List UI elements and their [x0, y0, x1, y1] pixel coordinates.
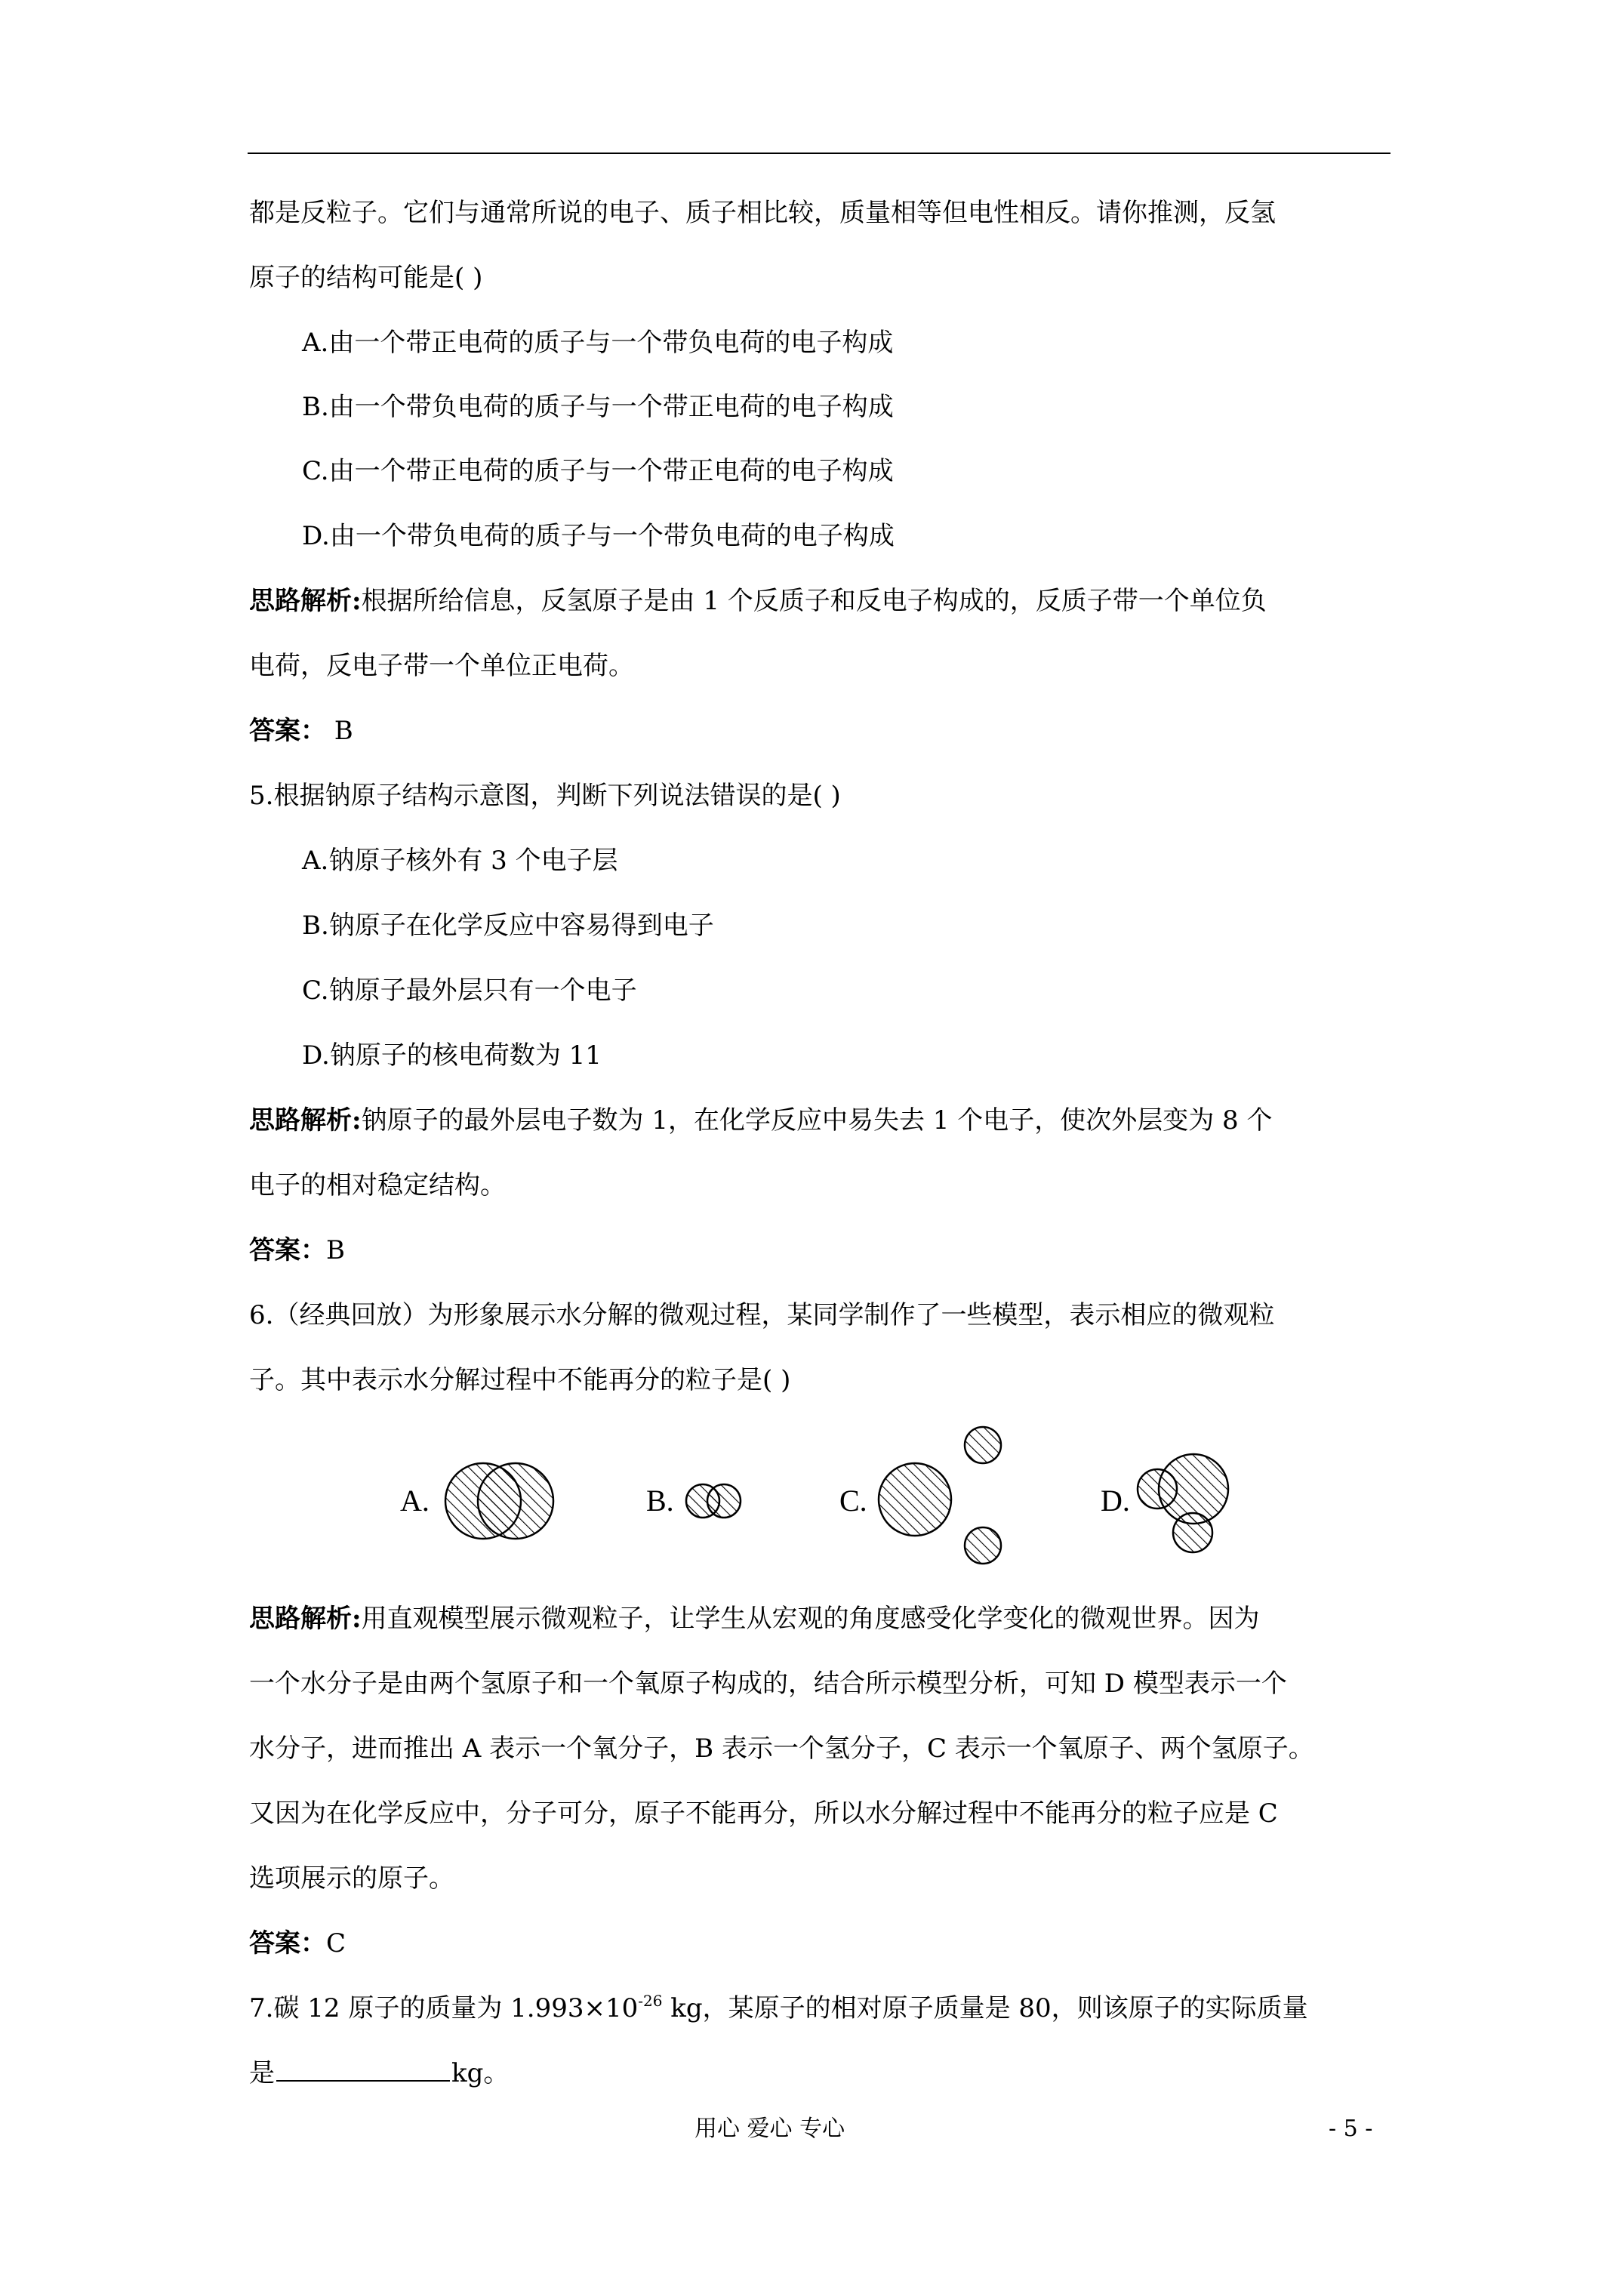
q5-stem: 5.根据钠原子结构示意图，判断下列说法错误的是( ): [249, 781, 841, 811]
q5-option-d: D.钠原子的核电荷数为 11: [302, 1040, 602, 1071]
model-label-a: A.: [400, 1484, 430, 1518]
q5-analysis-line: [249, 1102, 1273, 1139]
q6-analysis-line-2: 一个水分子是由两个氢原子和一个氧原子构成的，结合所示模型分析，可知 D 模型表示一个: [249, 1669, 1287, 1699]
model-d-water-molecule: [1138, 1454, 1228, 1552]
answer-label: 答案：: [249, 1928, 326, 1959]
q4-option-b: B.由一个带负电荷的质子与一个带正电荷的电子构成: [302, 392, 894, 422]
text-line: 都是反粒子。它们与通常所说的电子、质子相比较，质量相等但电性相反。请你推测，反氢: [249, 198, 1276, 228]
q4-option-a: A.由一个带正电荷的质子与一个带负电荷的电子构成: [302, 328, 894, 358]
model-b-hydrogen-molecule: [686, 1484, 741, 1518]
q7-line2-post: kg。: [451, 2058, 510, 2088]
q4-option-d: D.由一个带负电荷的质子与一个带负电荷的电子构成: [302, 521, 895, 551]
model-label-b: B.: [646, 1484, 674, 1518]
q7-stem-pre: 7.碳 12 原子的质量为 1.993×10: [249, 1993, 639, 2023]
q7-stem: [249, 1990, 1308, 2026]
q6-model-figure: [377, 1419, 1283, 1577]
q5-analysis-line-2: 电子的相对稳定结构。: [249, 1170, 506, 1200]
q4-analysis-line: [249, 583, 1267, 619]
q5-option-b: B.钠原子在化学反应中容易得到电子: [302, 911, 714, 941]
answer-label: 答案：: [249, 1235, 326, 1265]
analysis-label: 思路解析:: [249, 1604, 362, 1634]
analysis-text: 根据所给信息，反氢原子是由 1 个反质子和反电子构成的，反质子带一个单位负: [361, 586, 1267, 616]
answer-value: B: [326, 716, 353, 746]
q7-stem-2: [249, 2055, 509, 2091]
model-label-d: D.: [1101, 1484, 1130, 1518]
page-number: - 5 -: [1329, 2116, 1373, 2142]
q7-exponent: -26: [638, 1992, 663, 2010]
header-rule: [248, 153, 1390, 154]
q5-answer-line: [249, 1232, 345, 1268]
q6-answer-line: [249, 1925, 346, 1962]
q4-option-c: C.由一个带正电荷的质子与一个带正电荷的电子构成: [302, 456, 894, 486]
analysis-label: 思路解析:: [249, 1105, 362, 1136]
analysis-text: 钠原子的最外层电子数为 1，在化学反应中易失去 1 个电子，使次外层变为 8 个: [361, 1105, 1273, 1136]
q6-analysis-line-4: 又因为在化学反应中，分子可分，原子不能再分，所以水分解过程中不能再分的粒子应是 C: [249, 1798, 1278, 1829]
q6-analysis-line-5: 选项展示的原子。: [249, 1863, 454, 1894]
answer-blank[interactable]: [276, 2057, 450, 2082]
text-line: 原子的结构可能是( ): [249, 263, 483, 293]
answer-value: B: [326, 1235, 345, 1265]
analysis-text: 用直观模型展示微观粒子，让学生从宏观的角度感受化学变化的微观世界。因为: [361, 1604, 1260, 1634]
q4-analysis-line-2: 电荷，反电子带一个单位正电荷。: [249, 651, 634, 681]
q6-stem: 6.（经典回放）为形象展示水分解的微观过程，某同学制作了一些模型，表示相应的微观粒: [249, 1300, 1275, 1330]
q5-option-a: A.钠原子核外有 3 个电子层: [302, 846, 618, 876]
q6-analysis-line-3: 水分子，进而推出 A 表示一个氧分子，B 表示一个氢分子，C 表示一个氧原子、两个氢原子。: [249, 1734, 1314, 1764]
q6-analysis-line: [249, 1601, 1260, 1637]
answer-value: C: [326, 1928, 346, 1959]
model-figure-svg: [377, 1419, 1283, 1570]
q6-stem-2: 子。其中表示水分解过程中不能再分的粒子是( ): [249, 1365, 791, 1395]
analysis-label: 思路解析:: [249, 586, 362, 616]
q7-line2-pre: 是: [249, 2058, 275, 2088]
answer-label: 答案：: [249, 716, 326, 746]
q4-answer-line: [249, 713, 353, 749]
footer-motto: 用心 爱心 专心: [694, 2116, 845, 2142]
q5-option-c: C.钠原子最外层只有一个电子: [302, 975, 637, 1006]
model-c-separate-atoms: [879, 1427, 1001, 1564]
model-a-oxygen-molecule: [445, 1463, 553, 1539]
model-label-c: C.: [839, 1484, 867, 1518]
q7-stem-post: kg，某原子的相对原子质量是 80，则该原子的实际质量: [662, 1993, 1308, 2023]
